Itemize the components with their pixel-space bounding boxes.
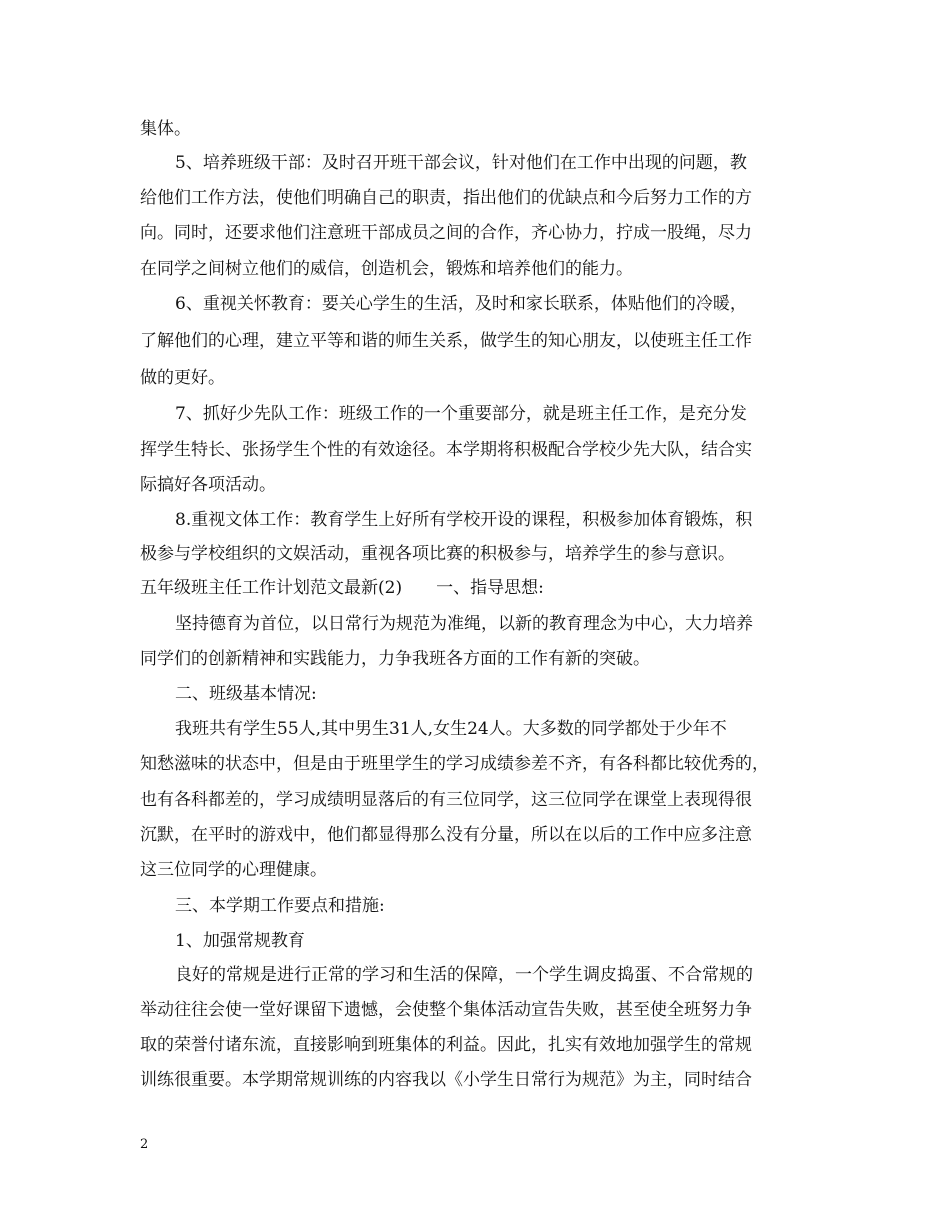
text-line: 7、抓好少先队工作：班级工作的一个重要部分，就是班主任工作，是充分发 (175, 404, 747, 424)
text-line: 做的更好。 (140, 368, 225, 388)
text-line: 我班共有学生55人,其中男生31人,女生24人。大多数的同学都处于少年不 (175, 719, 727, 739)
text-line: 同学们的创新精神和实践能力，力争我班各方面的工作有新的突破。 (140, 649, 650, 669)
text-line: 际搞好各项活动。 (140, 475, 276, 495)
text-line: 沉默，在平时的游戏中，他们都显得那么没有分量，所以在以后的工作中应多注意 (140, 825, 752, 845)
section-heading: 二、班级基本情况: (175, 684, 317, 704)
text-line: 极参与学校组织的文娱活动，重视各项比赛的积极参与，培养学生的参与意识。 (140, 544, 735, 564)
text-line: 也有各科都差的，学习成绩明显落后的有三位同学，这三位同学在课堂上表现得很 (140, 790, 752, 810)
section-heading: 五年级班主任工作计划范文最新(2) 一、指导思想: (140, 578, 544, 598)
text-line: 这三位同学的心理健康。 (140, 860, 327, 880)
text-line: 挥学生特长、张扬学生个性的有效途径。本学期将积极配合学校少先大队，结合实 (140, 440, 752, 460)
text-line: 向。同时，还要求他们注意班干部成员之间的合作，齐心协力，拧成一股绳，尽力 (140, 223, 752, 243)
text-line: 知愁滋味的状态中，但是由于班里学生的学习成绩参差不齐，有各科都比较优秀的， (140, 754, 769, 774)
subsection-heading: 1、加强常规教育 (175, 931, 305, 951)
text-line: 8.重视文体工作：教育学生上好所有学校开设的课程，积极参加体育锻炼，积 (175, 510, 753, 530)
text-line: 取的荣誉付诸东流，直接影响到班集体的利益。因此，扎实有效地加强学生的常规 (140, 1035, 752, 1055)
text-line: 了解他们的心理，建立平等和谐的师生关系，做学生的知心朋友，以使班主任工作 (140, 331, 752, 351)
text-line: 坚持德育为首位，以日常行为规范为准绳，以新的教育理念为中心，大力培养 (175, 614, 753, 634)
text-line: 集体。 (140, 119, 191, 139)
text-line: 举动往往会使一堂好课留下遗憾，会使整个集体活动宣告失败，甚至使全班努力争 (140, 1000, 752, 1020)
text-line: 训练很重要。本学期常规训练的内容我以《小学生日常行为规范》为主，同时结合 (140, 1070, 752, 1090)
text-line: 良好的常规是进行正常的学习和生活的保障，一个学生调皮捣蛋、不合常规的 (175, 965, 753, 985)
section-heading: 三、本学期工作要点和措施: (175, 896, 385, 916)
text-line: 在同学之间树立他们的威信，创造机会，锻炼和培养他们的能力。 (140, 259, 633, 279)
text-line: 给他们工作方法，使他们明确自己的职责，指出他们的优缺点和今后努力工作的方 (140, 188, 752, 208)
text-line: 6、重视关怀教育：要关心学生的生活，及时和家长联系，体贴他们的冷暖， (175, 294, 747, 314)
page-number: 2 (140, 1137, 149, 1152)
text-line: 5、培养班级干部：及时召开班干部会议，针对他们在工作中出现的问题，教 (175, 153, 747, 173)
